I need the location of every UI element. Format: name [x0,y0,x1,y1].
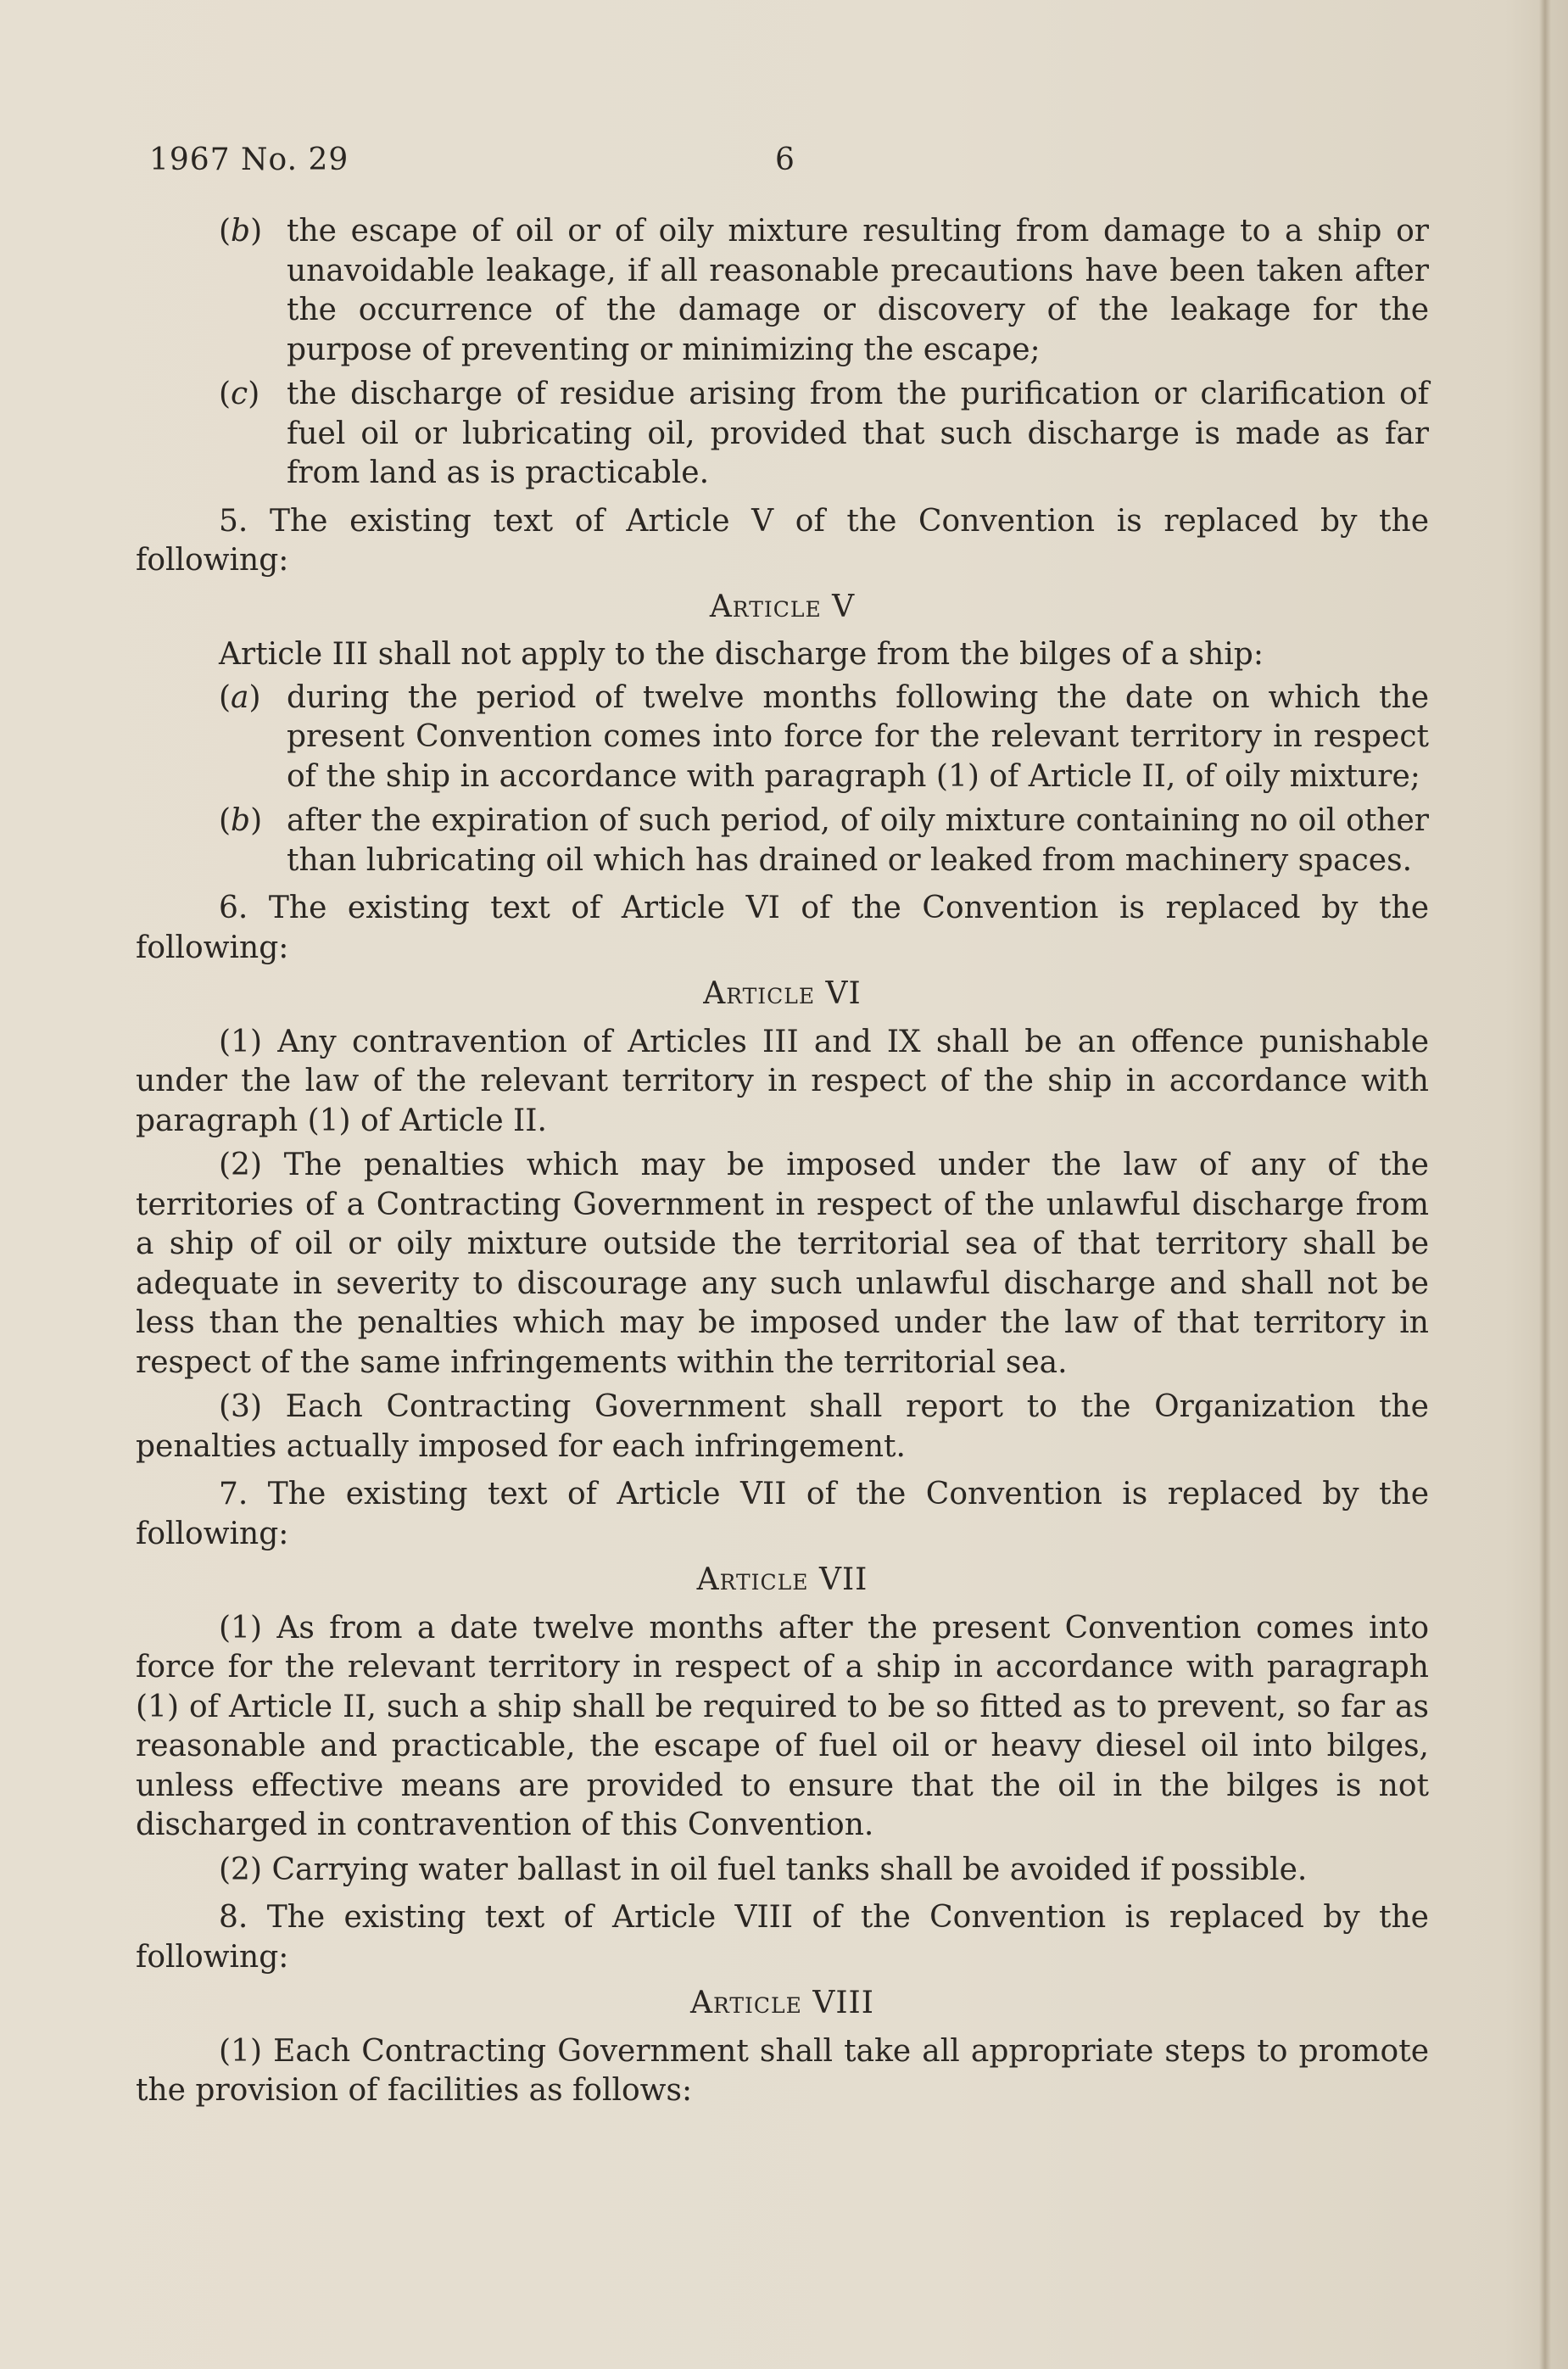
page-header [149,142,1421,177]
item-label: (a) [219,679,261,715]
article-heading: Article V [709,589,856,624]
item-text: during the period of twelve months following the date on which the present Convention comes into force for the relevant territory in respect of the ship in accordance with paragraph (1) of Article II, of oily mixture; [287,679,1429,794]
article-paragraph: (1) Each Contracting Government shall take all appropriate steps to promote the provision of facilities as follows: [136,2033,1429,2108]
list-item [136,679,1429,797]
item-label: (b) [219,803,263,838]
article-heading: Article VII [696,1562,868,1597]
section-paragraph: 8. The existing text of Article VIII of the Convention is replaced by the following: [136,1900,1429,1975]
item-text: the discharge of residue arising from the purification or clarification of fuel oil or lubricating oil, provided that such discharge is made as far from land as is practicable. [287,377,1429,490]
article-paragraph: (2) The penalties which may be imposed under the law of any of the territories of a Contracting Government in respect of the unlawful discharge from a ship of oil or oily mixture outside the territorial sea of that territory shall be adequate in severity to discourage any such unlawful discharge and shall not be less than the penalties which may be imposed under the law of that territory in respect of the same infringements within the territorial sea. [136,1148,1429,1380]
list-item [136,802,1429,880]
list-item [136,375,1429,494]
article-paragraph: (1) Any contravention of Articles III and IX shall be an offence punishable under the law of the relevant territory in respect of the ship in accordance with paragraph (1) of Article II. [136,1024,1429,1138]
item-label: (c) [219,377,260,411]
article-intro: Article III shall not apply to the discharge from the bilges of a ship: [219,637,1264,672]
article-heading: Article VI [703,976,862,1011]
statute-reference: 1967 No. 29 [149,142,349,177]
article-heading: Article VIII [689,1986,874,2020]
page-spine-shadow [1539,0,1551,2369]
item-text: after the expiration of such period, of oily mixture containing no oil other than lubricating oil which has drained or leaked from machinery spaces. [287,803,1429,878]
section-paragraph: 5. The existing text of Article V of the Convention is replaced by the following: [136,503,1429,578]
list-item [136,212,1429,370]
article-paragraph: (2) Carrying water ballast in oil fuel tanks shall be avoided if possible. [219,1852,1308,1887]
article-paragraph: (1) As from a date twelve months after the present Convention comes into force for the relevant territory in respect of a ship in accordance with paragraph (1) of Article II, such a ship shall be required to be so fitted as to prevent, so far as reasonable and practicable, the escape of fuel oil or heavy diesel oil into bilges, unless effective means are provided to ensure that the oil in the bilges is not discharged in contravention of this Convention. [136,1610,1429,1842]
section-paragraph: 6. The existing text of Article VI of the Convention is replaced by the following: [136,891,1429,965]
page-number: 6 [775,142,795,177]
item-label: (b) [219,214,263,249]
article-paragraph: (3) Each Contracting Government shall report to the Organization the penalties actually imposed for each infringement. [136,1389,1429,1464]
item-text: the escape of oil or of oily mixture resulting from damage to a ship or unavoidable leakage, if all reasonable precautions have been taken after the occurrence of the damage or discovery of the leakage for the purpose of preventing or minimizing the escape; [287,214,1429,367]
section-paragraph: 7. The existing text of Article VII of the Convention is replaced by the following: [136,1477,1429,1551]
document-body [136,212,1429,2116]
